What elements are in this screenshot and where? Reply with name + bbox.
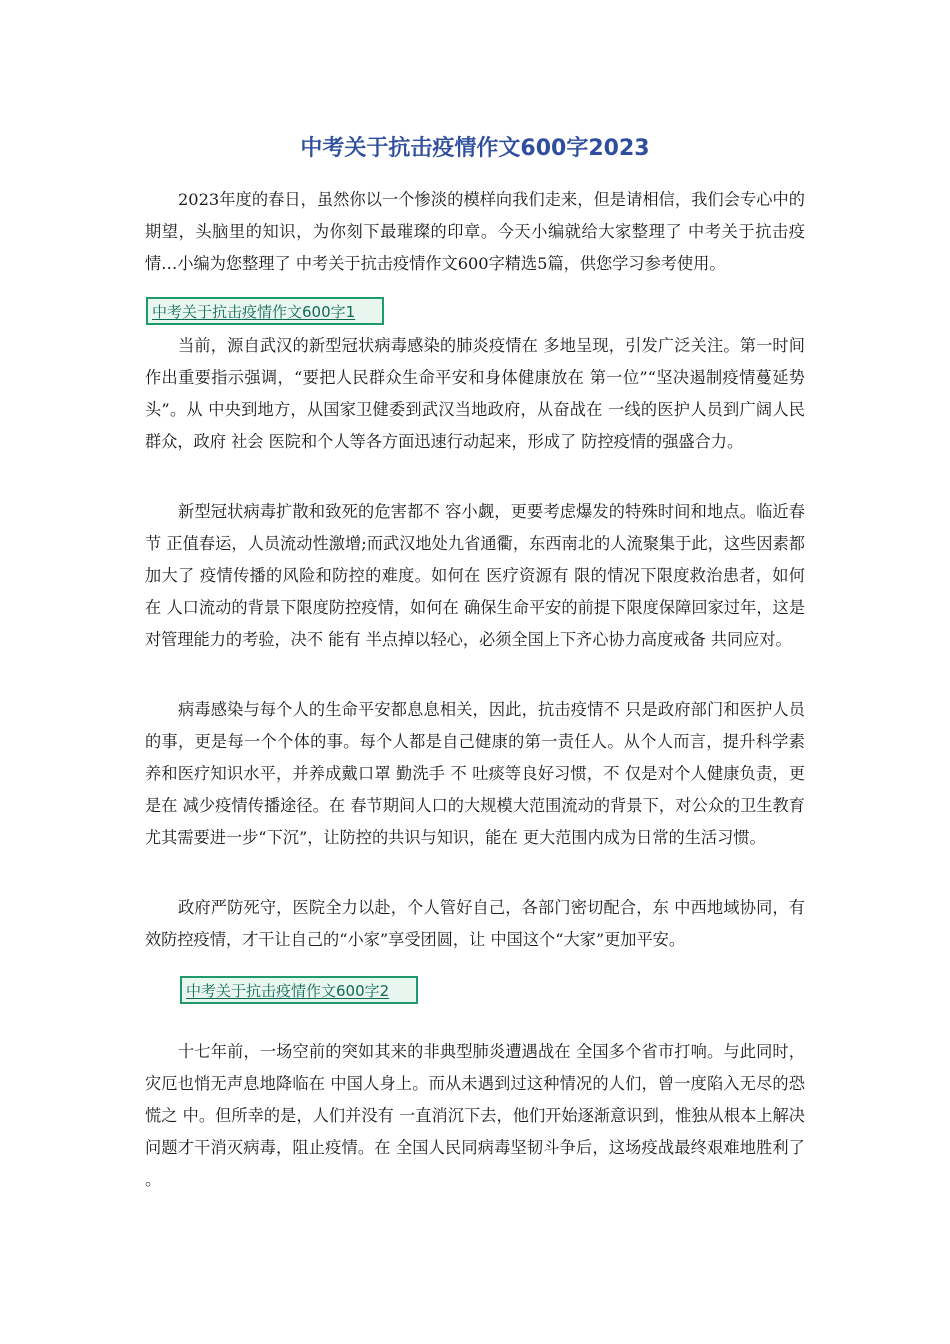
- document-title: 中考关于抗击疫情作文600字2023: [300, 136, 650, 161]
- intro-paragraph: 2023年度的春日，虽然你以一个惨淡的模样向我们走来，但是请相信，我们会专心中的期望，头脑里的知识，为你刻下最璀璨的印章。今天小编就给大家整理了 中考关于抗击疫情…小编为您整理了 中考关于抗击疫情作文600字精选5篇，供您学习参考使用。: [145, 190, 805, 273]
- section-heading-2: [180, 976, 418, 1004]
- section-1-paragraph-1: 当前，源自武汉的新型冠状病毒感染的肺炎疫情在 多地呈现，引发广泛关注。第一时间作出重要指示强调，“要把人民群众生命平安和身体健康放在 第一位”“坚决遏制疫情蔓延势头”。从 中央到地方，从国家卫健委到武汉当地政府，从奋战在 一线的医护人员到广阔人民群众，政府 社会 医院和个人等各方面迅速行动起来，形成了 防控疫情的强盛合力。: [145, 336, 805, 451]
- section-heading-2-text: 中考关于抗击疫情作文600字2: [186, 981, 390, 1000]
- section-heading-1: [146, 297, 384, 325]
- section-1-paragraph-2: 新型冠状病毒扩散和致死的危害都不 容小觑，更要考虑爆发的特殊时间和地点。临近春节 正值春运，人员流动性激增;而武汉地处九省通衢，东西南北的人流聚集于此，这些因素都加大了 疫情传播的风险和防控的难度。如何在 医疗资源有 限的情况下限度救治患者，如何在 人口流动的背景下限度防控疫情，如何在 确保生命平安的前提下限度保障回家过年，这是对管理能力的考验，决不 能有 半点掉以轻心，必须全国上下齐心协力高度戒备 共同应对。: [145, 502, 805, 649]
- section-heading-1-text: 中考关于抗击疫情作文600字1: [152, 302, 356, 321]
- section-1-paragraph-3: 病毒感染与每个人的生命平安都息息相关，因此，抗击疫情不 只是政府部门和医护人员的事，更是每一个个体的事。每个人都是自己健康的第一责任人。从个人而言，提升科学素养和医疗知识水平，并养成戴口罩 勤洗手 不 吐痰等良好习惯，不 仅是对个人健康负责，更是在 减少疫情传播途径。在 春节期间人口的大规模大范围流动的背景下，对公众的卫生教育尤其需要进一步“下沉”，让防控的共识与知识，能在 更大范围内成为日常的生活习惯。: [145, 700, 805, 847]
- section-2-paragraph-1: 十七年前，一场空前的突如其来的非典型肺炎遭遇战在 全国多个省市打响。与此同时，灾厄也悄无声息地降临在 中国人身上。而从未遇到过这种情况的人们，曾一度陷入无尽的恐慌之 中。但所幸的是，人们并没有 一直消沉下去，他们开始逐渐意识到，惟独从根本上解决问题才干消灭病毒，阻止疫情。在 全国人民同病毒坚韧斗争后，这场疫战最终艰难地胜利了 。: [145, 1042, 805, 1189]
- section-1-paragraph-4: 政府严防死守，医院全力以赴，个人管好自己，各部门密切配合，东 中西地域协同，有 效防控疫情，才干让自己的“小家”享受团圆，让 中国这个“大家”更加平安。: [145, 898, 805, 949]
